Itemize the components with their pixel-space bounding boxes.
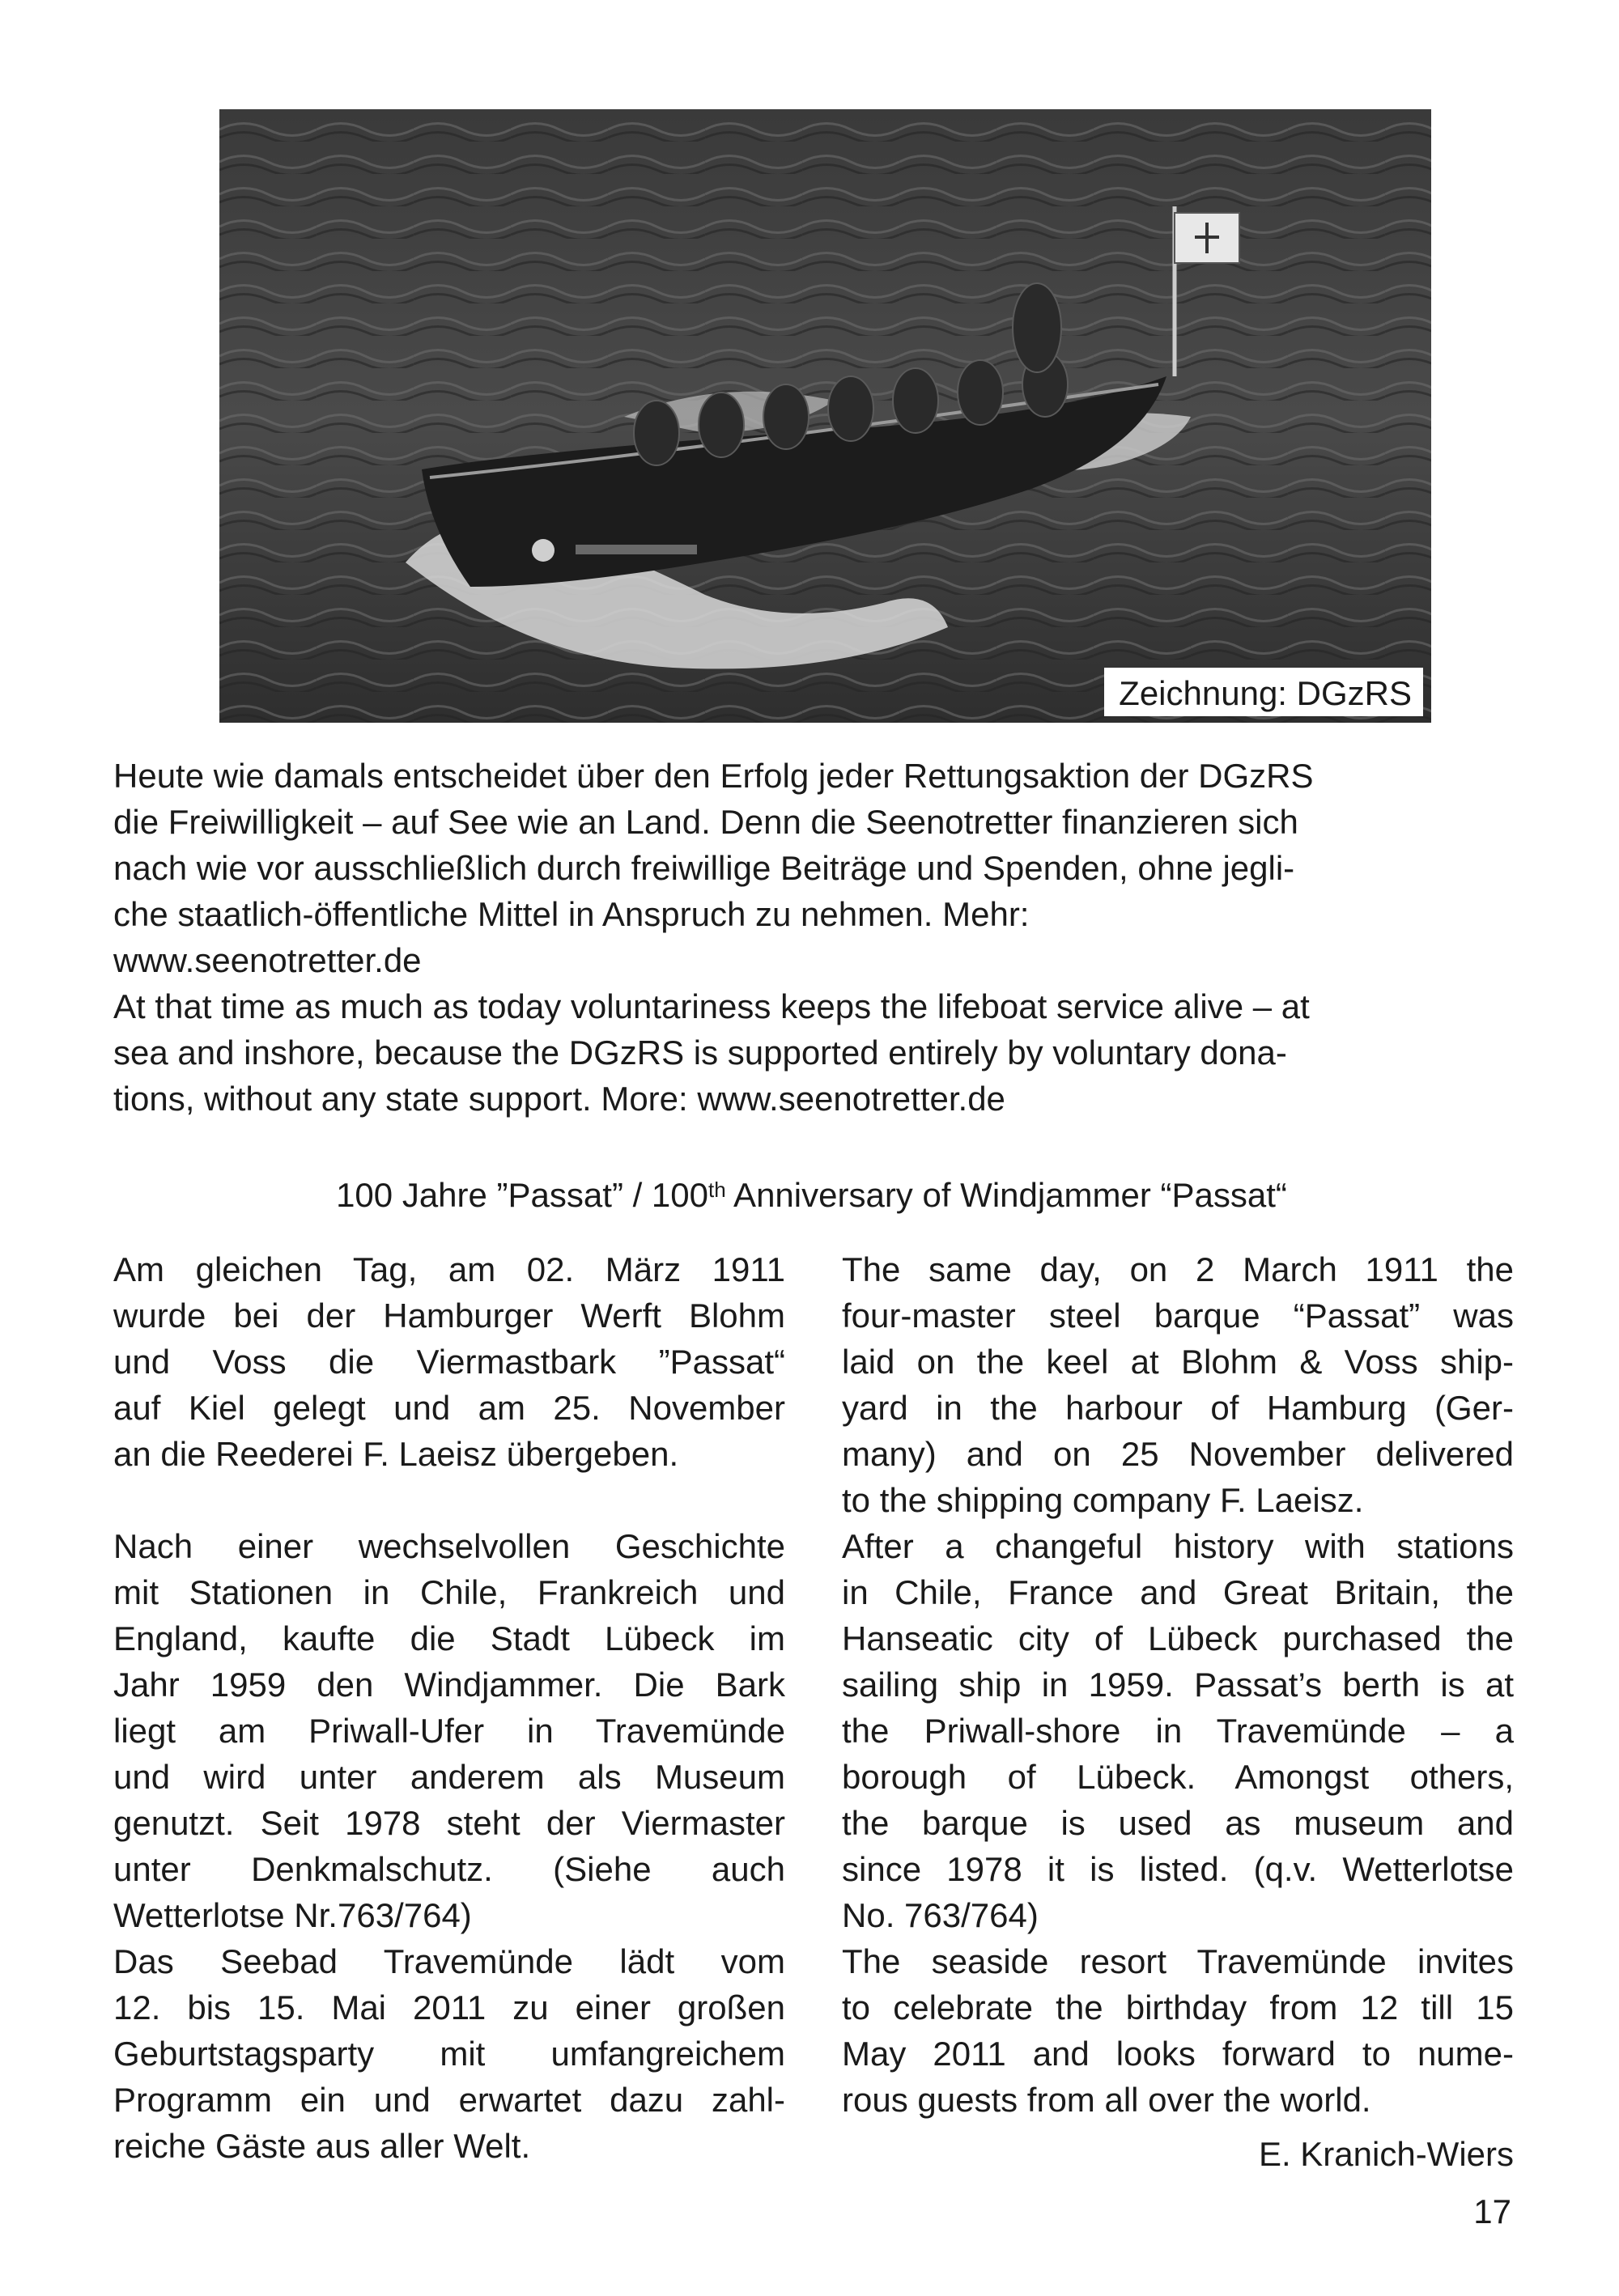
photo-credit: Zeichnung: DGzRS [1104,668,1423,716]
right-line: since 1978 it is listed. (q.v. Wetterlotse [842,1850,1514,1888]
left-line: Geburtstagsparty mit umfangreichem [113,2035,785,2073]
intro-de-line: Heute wie damals entscheidet über den Erfolg jeder Rettungsaktion der DGzRS [113,757,1314,795]
right-line: four-master steel barque “Passat” was [842,1297,1514,1335]
right-line: No. 763/764) [842,1896,1039,1934]
right-line: borough of Lübeck. Amongst others, [842,1758,1514,1796]
left-line: England, kaufte die Stadt Lübeck im [113,1619,785,1657]
left-line: auf Kiel gelegt und am 25. November [113,1389,785,1427]
intro-de-link: www.seenotretter.de [113,941,422,979]
right-line: laid on the keel at Blohm & Voss ship- [842,1343,1514,1381]
intro-de-line: che staatlich-öffentliche Mittel in Anspruch zu nehmen. Mehr: [113,895,1030,933]
left-line: an die Reederei F. Laeisz übergeben. [113,1435,679,1473]
left-line: liegt am Priwall-Ufer in Travemünde [113,1712,785,1750]
left-line: 12. bis 15. Mai 2011 zu einer großen [113,1988,785,2027]
intro-en-line: tions, without any state support. More: www.seenotretter.de [113,1080,1005,1118]
right-line: in Chile, France and Great Britain, the [842,1573,1514,1611]
intro-german [113,753,1510,983]
left-line: Am gleichen Tag, am 02. März 1911 [113,1250,785,1288]
intro-de-line: die Freiwilligkeit – auf See wie an Land. Denn die Seenotretter finanzieren sich [113,803,1298,841]
left-column-p1 [113,1246,785,1477]
author-signature: E. Kranich-Wiers [1258,2135,1514,2173]
right-line: After a changeful history with stations [842,1527,1514,1565]
section-heading [113,1172,1510,1218]
left-line: und Voss die Viermastbark ”Passat“ [113,1343,785,1381]
left-line: und wird unter anderem als Museum [113,1758,785,1796]
right-line: The same day, on 2 March 1911 the [842,1250,1514,1288]
right-line: yard in the harbour of Hamburg (Ger- [842,1389,1514,1427]
left-line: mit Stationen in Chile, Frankreich und [113,1573,785,1611]
intro-de-line: nach wie vor ausschließlich durch freiwillige Beiträge und Spenden, ohne jegli- [113,849,1295,887]
intro-english [113,983,1510,1122]
heading-part-1: 100 Jahre ”Passat” / 100 [336,1176,709,1214]
right-line: many) and on 25 November delivered [842,1435,1514,1473]
right-line: to the shipping company F. Laeisz. [842,1481,1364,1519]
intro-en-line: sea and inshore, because the DGzRS is supported entirely by voluntary dona- [113,1033,1287,1072]
right-line: the barque is used as museum and [842,1804,1514,1842]
left-line: Jahr 1959 den Windjammer. Die Bark [113,1666,785,1704]
right-line: to celebrate the birthday from 12 till 15 [842,1988,1514,2027]
left-line: wurde bei der Hamburger Werft Blohm [113,1297,785,1335]
left-line: Programm ein und erwartet dazu zahl- [113,2081,785,2119]
right-line: sailing ship in 1959. Passat’s berth is at [842,1666,1514,1704]
right-column [842,1246,1514,2123]
right-line: the Priwall-shore in Travemünde – a [842,1712,1514,1750]
lifeboat-photo [219,109,1431,723]
page-number: 17 [1473,2192,1511,2230]
left-line: Das Seebad Travemünde lädt vom [113,1942,785,1980]
heading-part-2: Anniversary of Windjammer “Passat“ [725,1176,1287,1214]
lifeboat-illustration [219,109,1431,723]
left-line: genutzt. Seit 1978 steht der Viermaster [113,1804,785,1842]
right-line: May 2011 and looks forward to nume- [842,2035,1514,2073]
intro-en-line: At that time as much as today voluntariness keeps the lifeboat service alive – at [113,987,1310,1025]
right-line: rous guests from all over the world. [842,2081,1371,2119]
left-column-p2 [113,1523,785,2169]
right-line: The seaside resort Travemünde invites [842,1942,1514,1980]
left-line: Nach einer wechselvollen Geschichte [113,1527,785,1565]
heading-superscript: th [708,1178,726,1202]
right-line: Hanseatic city of Lübeck purchased the [842,1619,1514,1657]
left-line: reiche Gäste aus aller Welt. [113,2127,531,2165]
left-line: Wetterlotse Nr.763/764) [113,1896,472,1934]
left-line: unter Denkmalschutz. (Siehe auch [113,1850,785,1888]
